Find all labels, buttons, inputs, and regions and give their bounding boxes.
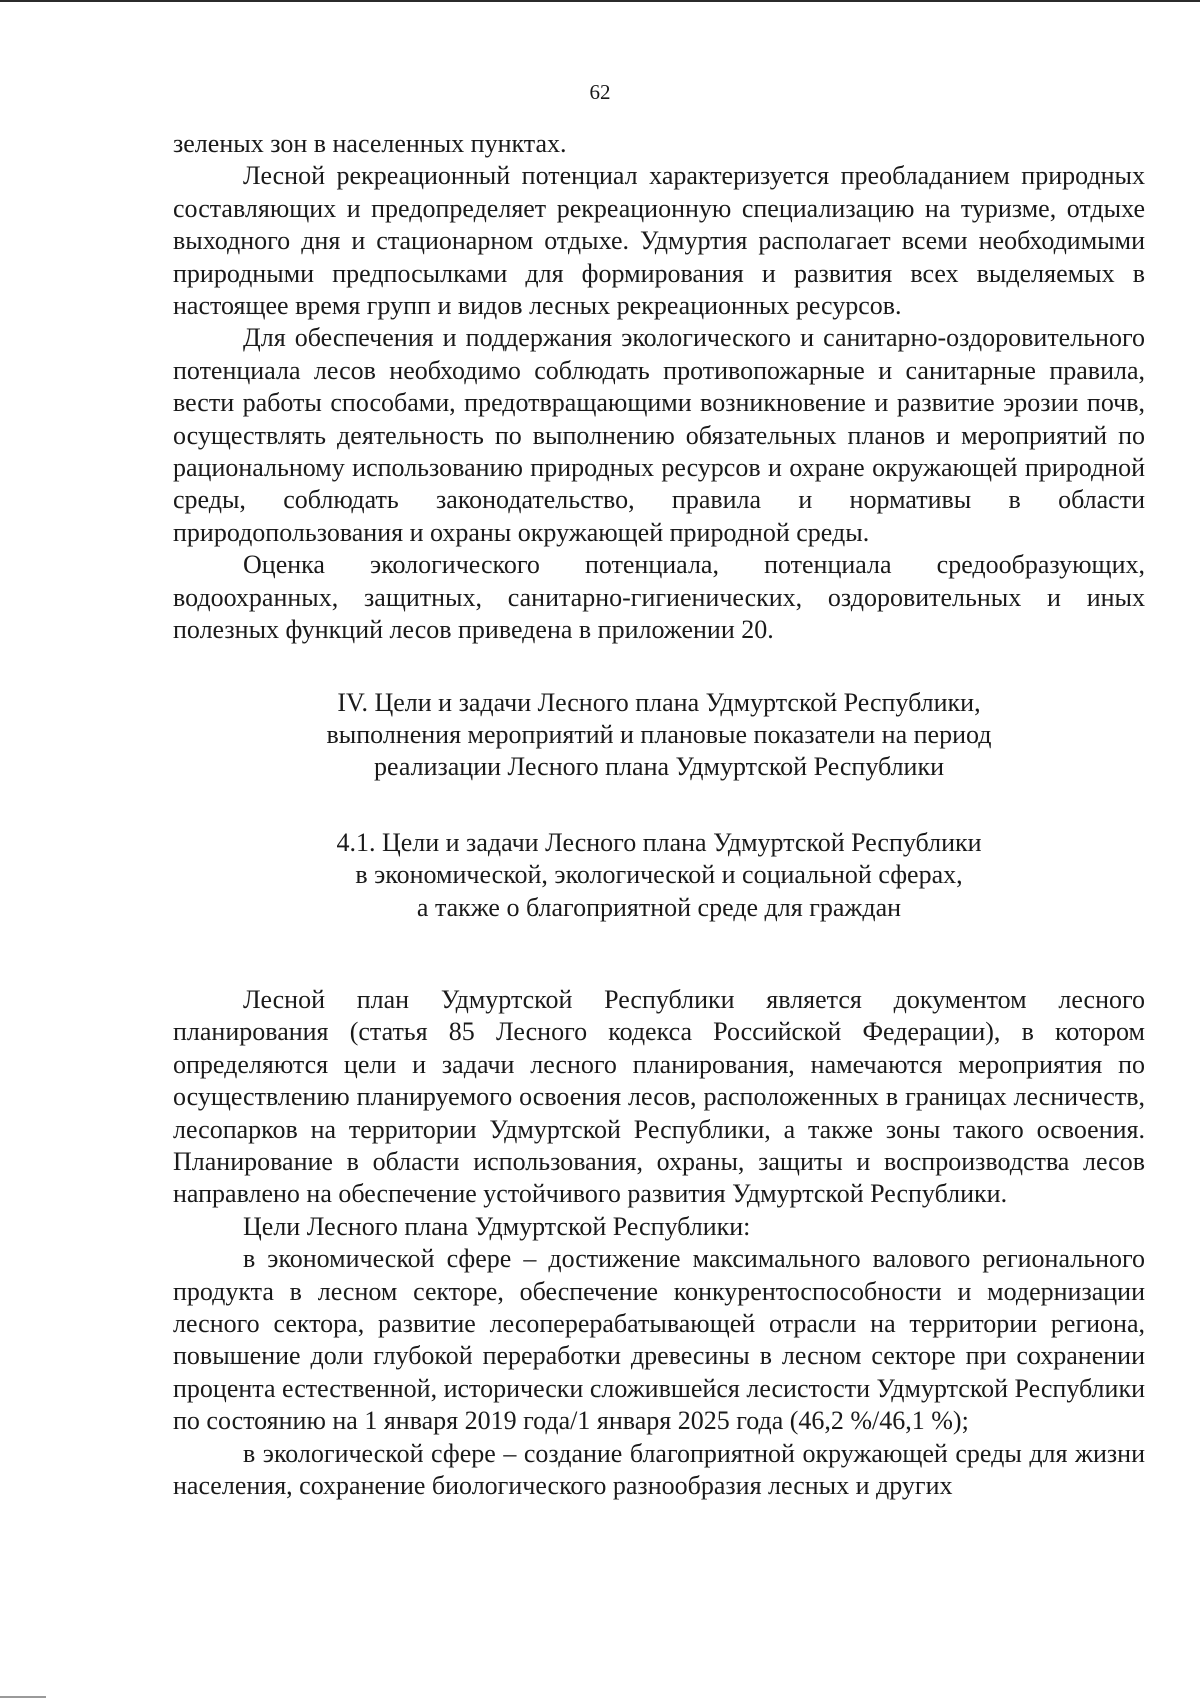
- scan-top-border: [0, 0, 1200, 2]
- subsection-heading: [173, 827, 1145, 924]
- paragraph-sanitary-potential: Для обеспечения и поддержания экологического и санитарно-оздоровительного потенциала лесов необходимо соблюдать противопожарные и санитарные правила, вести работы способами, предотвращающими возникновение и развитие эрозии почв, осуществлять деятельность по выполнению обязательных планов и мероприятий по рациональному использованию природных ресурсов и охране окружающей природной среды, соблюдать законодательство, правила и нормативы в области природопользования и охраны окружающей природной среды.: [173, 323, 1145, 547]
- paragraph-recreational-potential: Лесной рекреационный потенциал характеризуется преобладанием природных составляющих и предопределяет рекреационную специализацию на туризме, отдыхе выходного дня и стационарном отдыхе. Удмуртия располагает всеми необходимыми природными предпосылками для формирования и развития всех выделяемых в настоящее время групп и видов лесных рекреационных ресурсов.: [173, 161, 1145, 321]
- chapter-heading-line: IV. Цели и задачи Лесного плана Удмуртской Республики,: [337, 687, 981, 717]
- paragraph-ecological-goal: в экологической сфере – создание благоприятной окружающей среды для жизни населения, сохранение биологического разнообразия лесных и других: [173, 1438, 1145, 1501]
- paragraph-continuation: зеленых зон в населенных пунктах.: [173, 129, 567, 158]
- paragraph-economic-goal: в экономической сфере – достижение максимального валового регионального продукта в лесном секторе, обеспечение конкурентоспособности и модернизации лесного сектора, развитие лесоперерабатывающей отрасли на территории региона, повышение доли глубокой переработки древесины в лесном секторе при сохранении процента естественной, исторически сложившейся лесистости Удмуртской Республики по состоянию на 1 января 2019 года/1 января 2025 года (46,2 %/46,1 %);: [173, 1244, 1145, 1436]
- subsection-heading-line: 4.1. Цели и задачи Лесного плана Удмуртской Республики: [336, 827, 982, 857]
- paragraph-goals-intro: Цели Лесного плана Удмуртской Республики:: [243, 1211, 751, 1241]
- document-body: [173, 128, 1145, 1502]
- paragraph-ecological-assessment: Оценка экологического потенциала, потенциала средообразующих, водоохранных, защитных, санитарно-гигиенических, оздоровительных и иных полезных функций лесов приведена в приложении 20.: [173, 550, 1145, 645]
- subsection-heading-line: в экономической, экологической и социальной сферах,: [355, 860, 963, 890]
- chapter-heading-line: выполнения мероприятий и плановые показатели на период: [326, 719, 992, 749]
- chapter-heading-line: реализации Лесного плана Удмуртской Республики: [373, 752, 945, 782]
- paragraph-forest-plan-definition: Лесной план Удмуртской Республики является документом лесного планирования (статья 85 Лесного кодекса Российской Федерации), в котором определяются цели и задачи лесного планирования, намечаются мероприятия по осуществлению планируемого освоения лесов, расположенных в границах лесничеств, лесопарков на территории Удмуртской Республики, а также зоны такого освоения. Планирование в области использования, охраны, защиты и воспроизводства лесов направлено на обеспечение устойчивого развития Удмуртской Республики.: [173, 984, 1145, 1209]
- page-number: 62: [589, 80, 611, 104]
- chapter-heading: [173, 687, 1145, 784]
- subsection-heading-line: а также о благоприятной среде для граждан: [416, 892, 902, 922]
- scan-edge-mark: [0, 1696, 46, 1698]
